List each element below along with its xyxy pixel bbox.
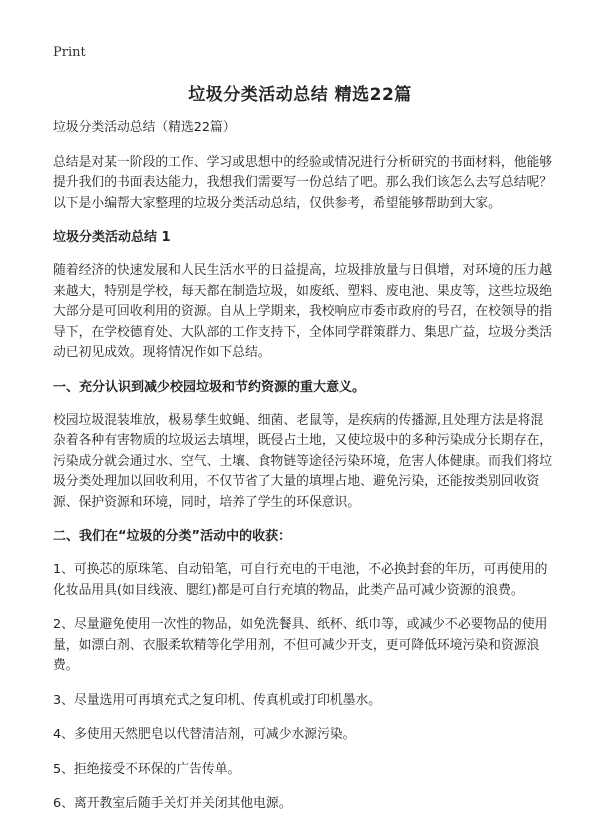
list-item: 4、多使用天然肥皂以代替清洁剂，可减少水源污染。 — [53, 727, 356, 742]
list-item: 5、拒绝接受不环保的广告传单。 — [53, 761, 241, 777]
list-item: 3、尽量选用可再填充式之复印机、传真机或打印机墨水。 — [53, 692, 382, 708]
section-heading: 垃圾分类活动总结 1 — [53, 230, 171, 245]
document-subtitle: 垃圾分类活动总结（精选22篇） — [53, 120, 236, 135]
subheading-two: 二、我们在“垃圾的分类”活动中的收获： — [53, 529, 292, 544]
list-item: 1、可换芯的原珠笔、自动铅笔，可自行充电的干电池，不必换封套的年历，可再使用的化妆品用具(如目线液、腮红)都是可自行充填的物品，此类产品可减少资源的浪费。 — [53, 562, 548, 598]
section-paragraph: 随着经济的快速发展和人民生活水平的日益提高，垃圾排放量与日俱增，对环境的压力越来越大，特别是学校，每天都在制造垃圾，如废纸、塑料、废电池、果皮等，这些垃圾绝大部分是可回收利用的资源。自从上学期来，我校响应市委市政府的号召，在校领导的指导下，在学校德育处、大队部的工作支持下，全体同学群策群力、集思广益，垃圾分类活动已初见成效。现将情况作如下总结。 — [53, 263, 553, 360]
intro-paragraph: 总结是对某一阶段的工作、学习或思想中的经验或情况进行分析研究的书面材料，他能够提升我们的书面表达能力，我想我们需要写一份总结了吧。那么我们该怎么去写总结呢？以下是小编帮大家整理的垃圾分类活动总结，仅供参考，希望能够帮助到大家。 — [53, 154, 553, 211]
paragraph-one: 校园垃圾混装堆放，极易孳生蚊蝇、细菌、老鼠等，是疾病的传播源,且处理方法是将混杂着各种有害物质的垃圾运去填埋，既侵占土地，又使垃圾中的多种污染成分长期存在，污染成分就会通过水、空气、土壤、食物链等途径污染环境，危害人体健康。而我们将垃圾分类处理加以回收利用，不仅节省了大量的填埋占地、避免污染，还能按类别回收资源、保护资源和环境，同时，培养了学生的环保意识。 — [53, 412, 553, 510]
subheading-one: 一、充分认识到减少校园垃圾和节约资源的重大意义。 — [53, 379, 366, 395]
document-body — [53, 118, 553, 829]
list-item: 2、尽量避免使用一次性的物品，如免洗餐具、纸杯、纸巾等，或减少不必要物品的使用量，如漂白剂、衣服柔软精等化学用剂，不但可减少开支，更可降低环境污染和资源浪费。 — [53, 617, 548, 673]
list-item: 6、离开教室后随手关灯并关闭其他电源。 — [53, 796, 292, 811]
print-label[interactable]: Print — [53, 45, 86, 60]
page-title: 垃圾分类活动总结 精选22篇 — [188, 85, 412, 105]
